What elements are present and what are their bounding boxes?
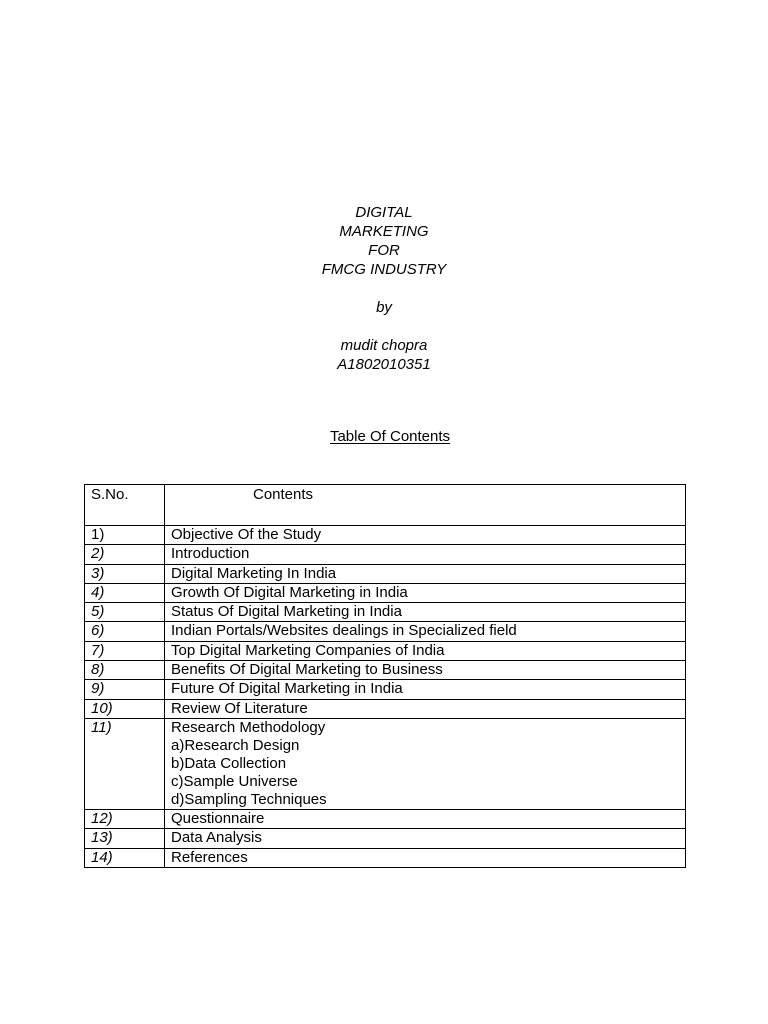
table-row — [85, 564, 686, 583]
row-sno: 6) — [85, 622, 165, 641]
row-sno: 1) — [85, 526, 165, 545]
table-row — [85, 829, 686, 848]
row-sno: 13) — [85, 829, 165, 848]
table-row — [85, 545, 686, 564]
row-item: Introduction — [165, 545, 686, 564]
table-row — [85, 622, 686, 641]
row-item: Questionnaire — [165, 809, 686, 828]
table-row — [85, 809, 686, 828]
row-item: Status Of Digital Marketing in India — [165, 603, 686, 622]
row-item: Data Analysis — [165, 829, 686, 848]
col-header-sno: S.No. — [85, 485, 165, 526]
row-sno: 12) — [85, 809, 165, 828]
table-row — [85, 699, 686, 718]
row-sno: 3) — [85, 564, 165, 583]
toc-table — [84, 484, 686, 868]
table-row — [85, 680, 686, 699]
title-line-4: FMCG INDUSTRY — [321, 261, 447, 278]
row-sno: 2) — [85, 545, 165, 564]
row-sno: 7) — [85, 641, 165, 660]
row-sno: 5) — [85, 603, 165, 622]
sub-item: b)Data Collection — [171, 754, 287, 772]
toc-heading: Table Of Contents — [329, 428, 451, 445]
table-row — [85, 583, 686, 602]
by-label: by — [376, 299, 392, 316]
row-sno: 10) — [85, 699, 165, 718]
row-item — [165, 718, 686, 809]
table-row — [85, 661, 686, 680]
row-sno: 11) — [85, 718, 165, 809]
row-item-main: Research Methodology — [171, 718, 326, 736]
row-item: Review Of Literature — [165, 699, 686, 718]
row-item: Benefits Of Digital Marketing to Business — [165, 661, 686, 680]
row-item: Objective Of the Study — [165, 526, 686, 545]
col-header-contents: Contents — [165, 485, 686, 526]
row-sno: 9) — [85, 680, 165, 699]
title-block — [0, 203, 768, 374]
row-item: Digital Marketing In India — [165, 564, 686, 583]
title-line-3: FOR — [368, 242, 400, 259]
sub-item: c)Sample Universe — [171, 772, 298, 790]
row-sno: 4) — [85, 583, 165, 602]
row-sno: 8) — [85, 661, 165, 680]
row-item: Future Of Digital Marketing in India — [165, 680, 686, 699]
table-row — [85, 718, 686, 809]
row-item: Indian Portals/Websites dealings in Specialized field — [165, 622, 686, 641]
row-item: References — [165, 848, 686, 867]
table-row — [85, 603, 686, 622]
table-row — [85, 526, 686, 545]
title-line-1: DIGITAL — [355, 204, 413, 221]
row-sno: 14) — [85, 848, 165, 867]
table-row — [85, 848, 686, 867]
sub-item: a)Research Design — [171, 736, 300, 754]
toc-header-row — [85, 485, 686, 526]
sub-item: d)Sampling Techniques — [171, 790, 327, 808]
title-line-2: MARKETING — [339, 223, 429, 240]
table-row — [85, 641, 686, 660]
row-item: Growth Of Digital Marketing in India — [165, 583, 686, 602]
author-name: mudit chopra — [340, 337, 428, 354]
row-item: Top Digital Marketing Companies of India — [165, 641, 686, 660]
roll-number: A1802010351 — [337, 356, 431, 373]
